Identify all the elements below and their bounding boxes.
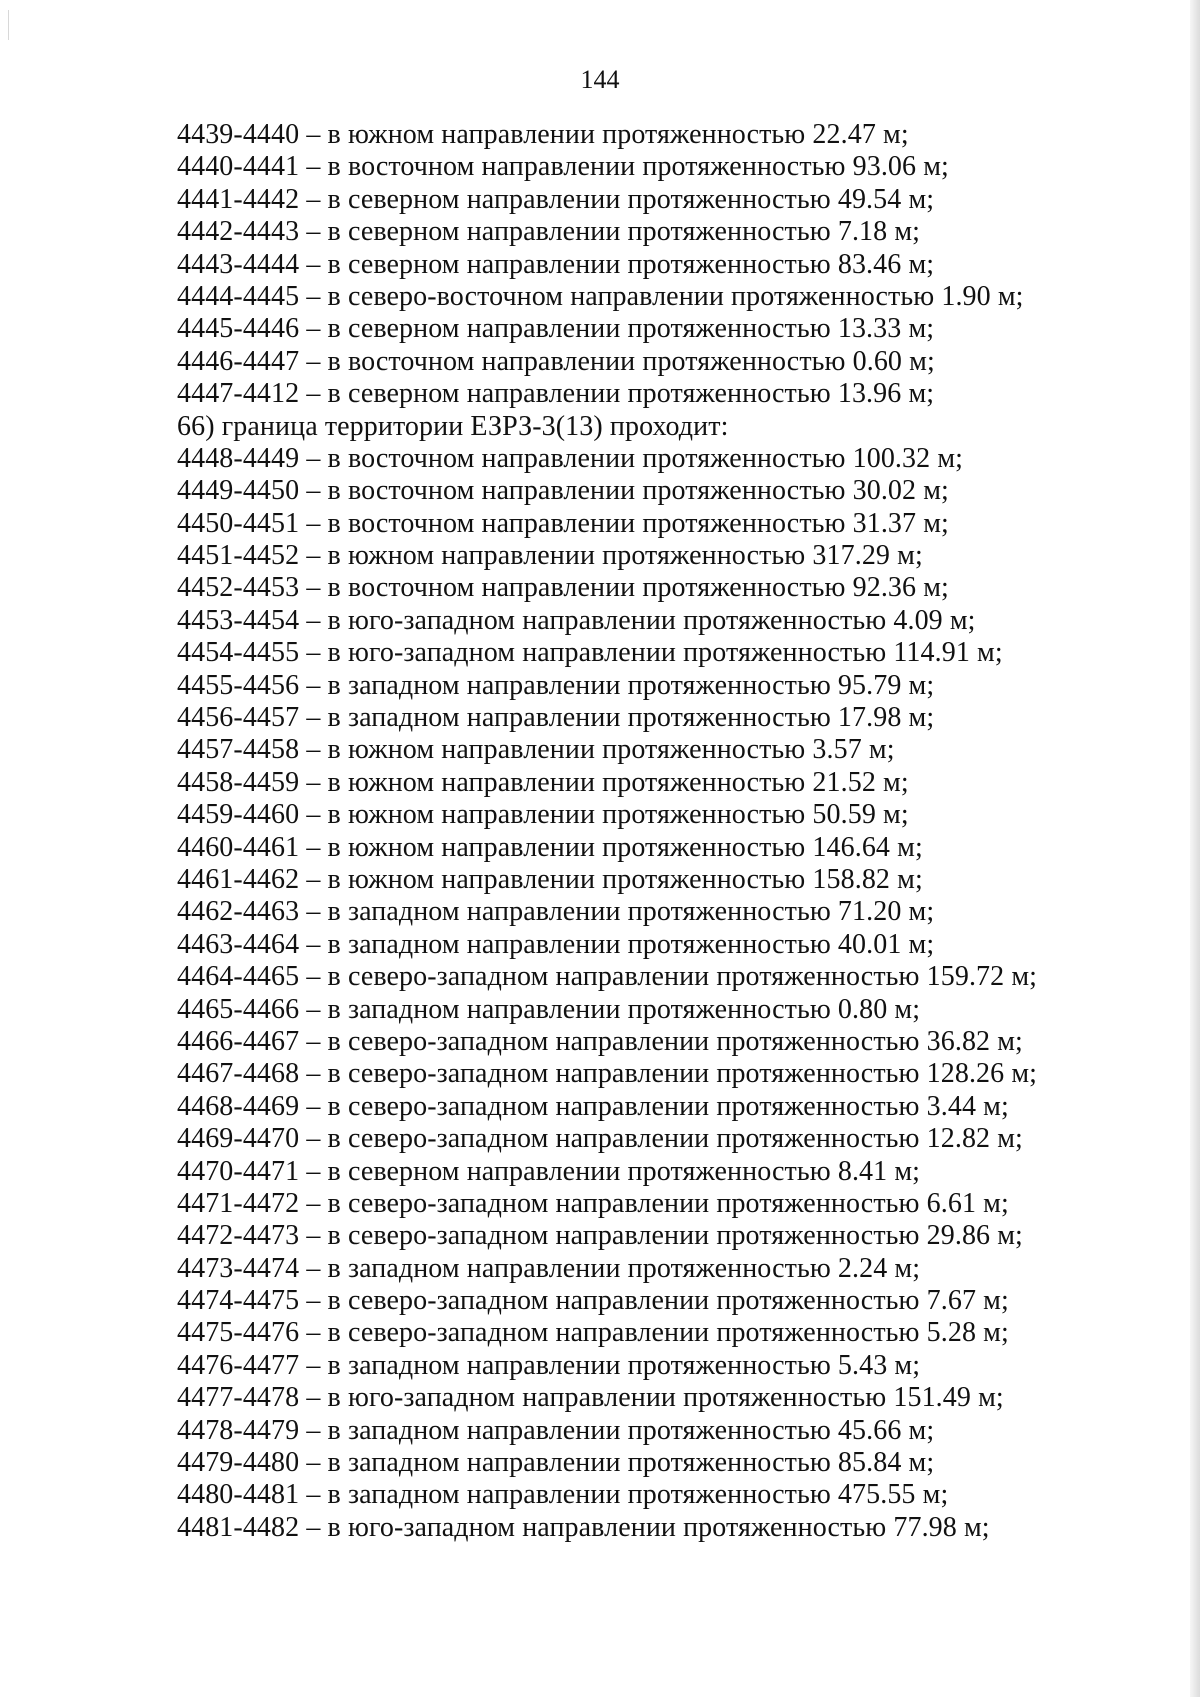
scan-edge-shadow — [1190, 0, 1200, 1697]
boundary-line: 4458-4459 – в южном направлении протяженностью 21.52 м; — [177, 766, 909, 798]
boundary-line: 4476-4477 – в западном направлении протяженностью 5.43 м; — [177, 1349, 921, 1381]
boundary-line: 4460-4461 – в южном направлении протяженностью 146.64 м; — [177, 831, 923, 863]
boundary-line: 4461-4462 – в южном направлении протяженностью 158.82 м; — [177, 863, 923, 895]
boundary-line: 4462-4463 – в западном направлении протяженностью 71.20 м; — [177, 896, 935, 928]
boundary-line: 4455-4456 – в западном направлении протяженностью 95.79 м; — [177, 669, 935, 701]
boundary-line: 4441-4442 – в северном направлении протяженностью 49.54 м; — [177, 183, 935, 215]
boundary-line: 4444-4445 – в северо-восточном направлении протяженностью 1.90 м; — [177, 280, 1024, 312]
boundary-line: 4463-4464 – в западном направлении протяженностью 40.01 м; — [177, 928, 935, 960]
boundary-line: 4452-4453 – в восточном направлении протяженностью 92.36 м; — [177, 572, 949, 604]
boundary-line: 4478-4479 – в западном направлении протяженностью 45.66 м; — [177, 1414, 935, 1446]
boundary-line: 4440-4441 – в восточном направлении протяженностью 93.06 м; — [177, 151, 949, 183]
boundary-line: 4464-4465 – в северо-западном направлении протяженностью 159.72 м; — [177, 961, 1038, 993]
boundary-line: 4465-4466 – в западном направлении протяженностью 0.80 м; — [177, 993, 921, 1025]
boundary-line: 4449-4450 – в восточном направлении протяженностью 30.02 м; — [177, 475, 949, 507]
boundary-line: 4454-4455 – в юго-западном направлении протяженностью 114.91 м; — [177, 637, 1003, 669]
boundary-line: 4450-4451 – в восточном направлении протяженностью 31.37 м; — [177, 507, 949, 539]
boundary-line: 4442-4443 – в северном направлении протяженностью 7.18 м; — [177, 216, 921, 248]
boundary-line: 4453-4454 – в юго-западном направлении протяженностью 4.09 м; — [177, 604, 976, 636]
boundary-line: 4477-4478 – в юго-западном направлении протяженностью 151.49 м; — [177, 1382, 1004, 1414]
boundary-line: 4474-4475 – в северо-западном направлении протяженностью 7.67 м; — [177, 1285, 1009, 1317]
boundary-line: 4439-4440 – в южном направлении протяженностью 22.47 м; — [177, 119, 909, 150]
boundary-line: 4469-4470 – в северо-западном направлении протяженностью 12.82 м; — [177, 1123, 1023, 1155]
boundary-line: 4456-4457 – в западном направлении протяженностью 17.98 м; — [177, 702, 935, 734]
boundary-description-list — [177, 119, 1127, 1544]
boundary-line: 4472-4473 – в северо-западном направлении протяженностью 29.86 м; — [177, 1220, 1023, 1252]
boundary-line: 4448-4449 – в восточном направлении протяженностью 100.32 м; — [177, 442, 964, 474]
boundary-line: 4466-4467 – в северо-западном направлении протяженностью 36.82 м; — [177, 1025, 1023, 1057]
boundary-line: 4457-4458 – в южном направлении протяженностью 3.57 м; — [177, 734, 895, 766]
boundary-line: 4446-4447 – в восточном направлении протяженностью 0.60 м; — [177, 345, 935, 377]
boundary-line: 4481-4482 – в юго-западном направлении протяженностью 77.98 м; — [177, 1511, 990, 1543]
boundary-line: 4471-4472 – в северо-западном направлении протяженностью 6.61 м; — [177, 1187, 1009, 1219]
boundary-line: 4459-4460 – в южном направлении протяженностью 50.59 м; — [177, 799, 909, 831]
boundary-line: 4470-4471 – в северном направлении протяженностью 8.41 м; — [177, 1155, 921, 1187]
boundary-line: 4479-4480 – в западном направлении протяженностью 85.84 м; — [177, 1447, 935, 1479]
boundary-line: 4443-4444 – в северном направлении протяженностью 83.46 м; — [177, 248, 935, 280]
section-heading: 66) граница территории ЕЗРЗ-3(13) проходит: — [177, 410, 729, 442]
boundary-line: 4473-4474 – в западном направлении протяженностью 2.24 м; — [177, 1252, 921, 1284]
boundary-line: 4468-4469 – в северо-западном направлении протяженностью 3.44 м; — [177, 1090, 1009, 1122]
boundary-line: 4475-4476 – в северо-западном направлении протяженностью 5.28 м; — [177, 1317, 1009, 1349]
boundary-line: 4445-4446 – в северном направлении протяженностью 13.33 м; — [177, 313, 935, 345]
boundary-line: 4480-4481 – в западном направлении протяженностью 475.55 м; — [177, 1479, 949, 1511]
page-number: 144 — [580, 65, 620, 94]
boundary-line: 4447-4412 – в северном направлении протяженностью 13.96 м; — [177, 378, 935, 410]
boundary-line: 4467-4468 – в северо-западном направлении протяженностью 128.26 м; — [177, 1058, 1038, 1090]
boundary-line: 4451-4452 – в южном направлении протяженностью 317.29 м; — [177, 540, 923, 572]
scan-margin-mark — [8, 10, 9, 40]
